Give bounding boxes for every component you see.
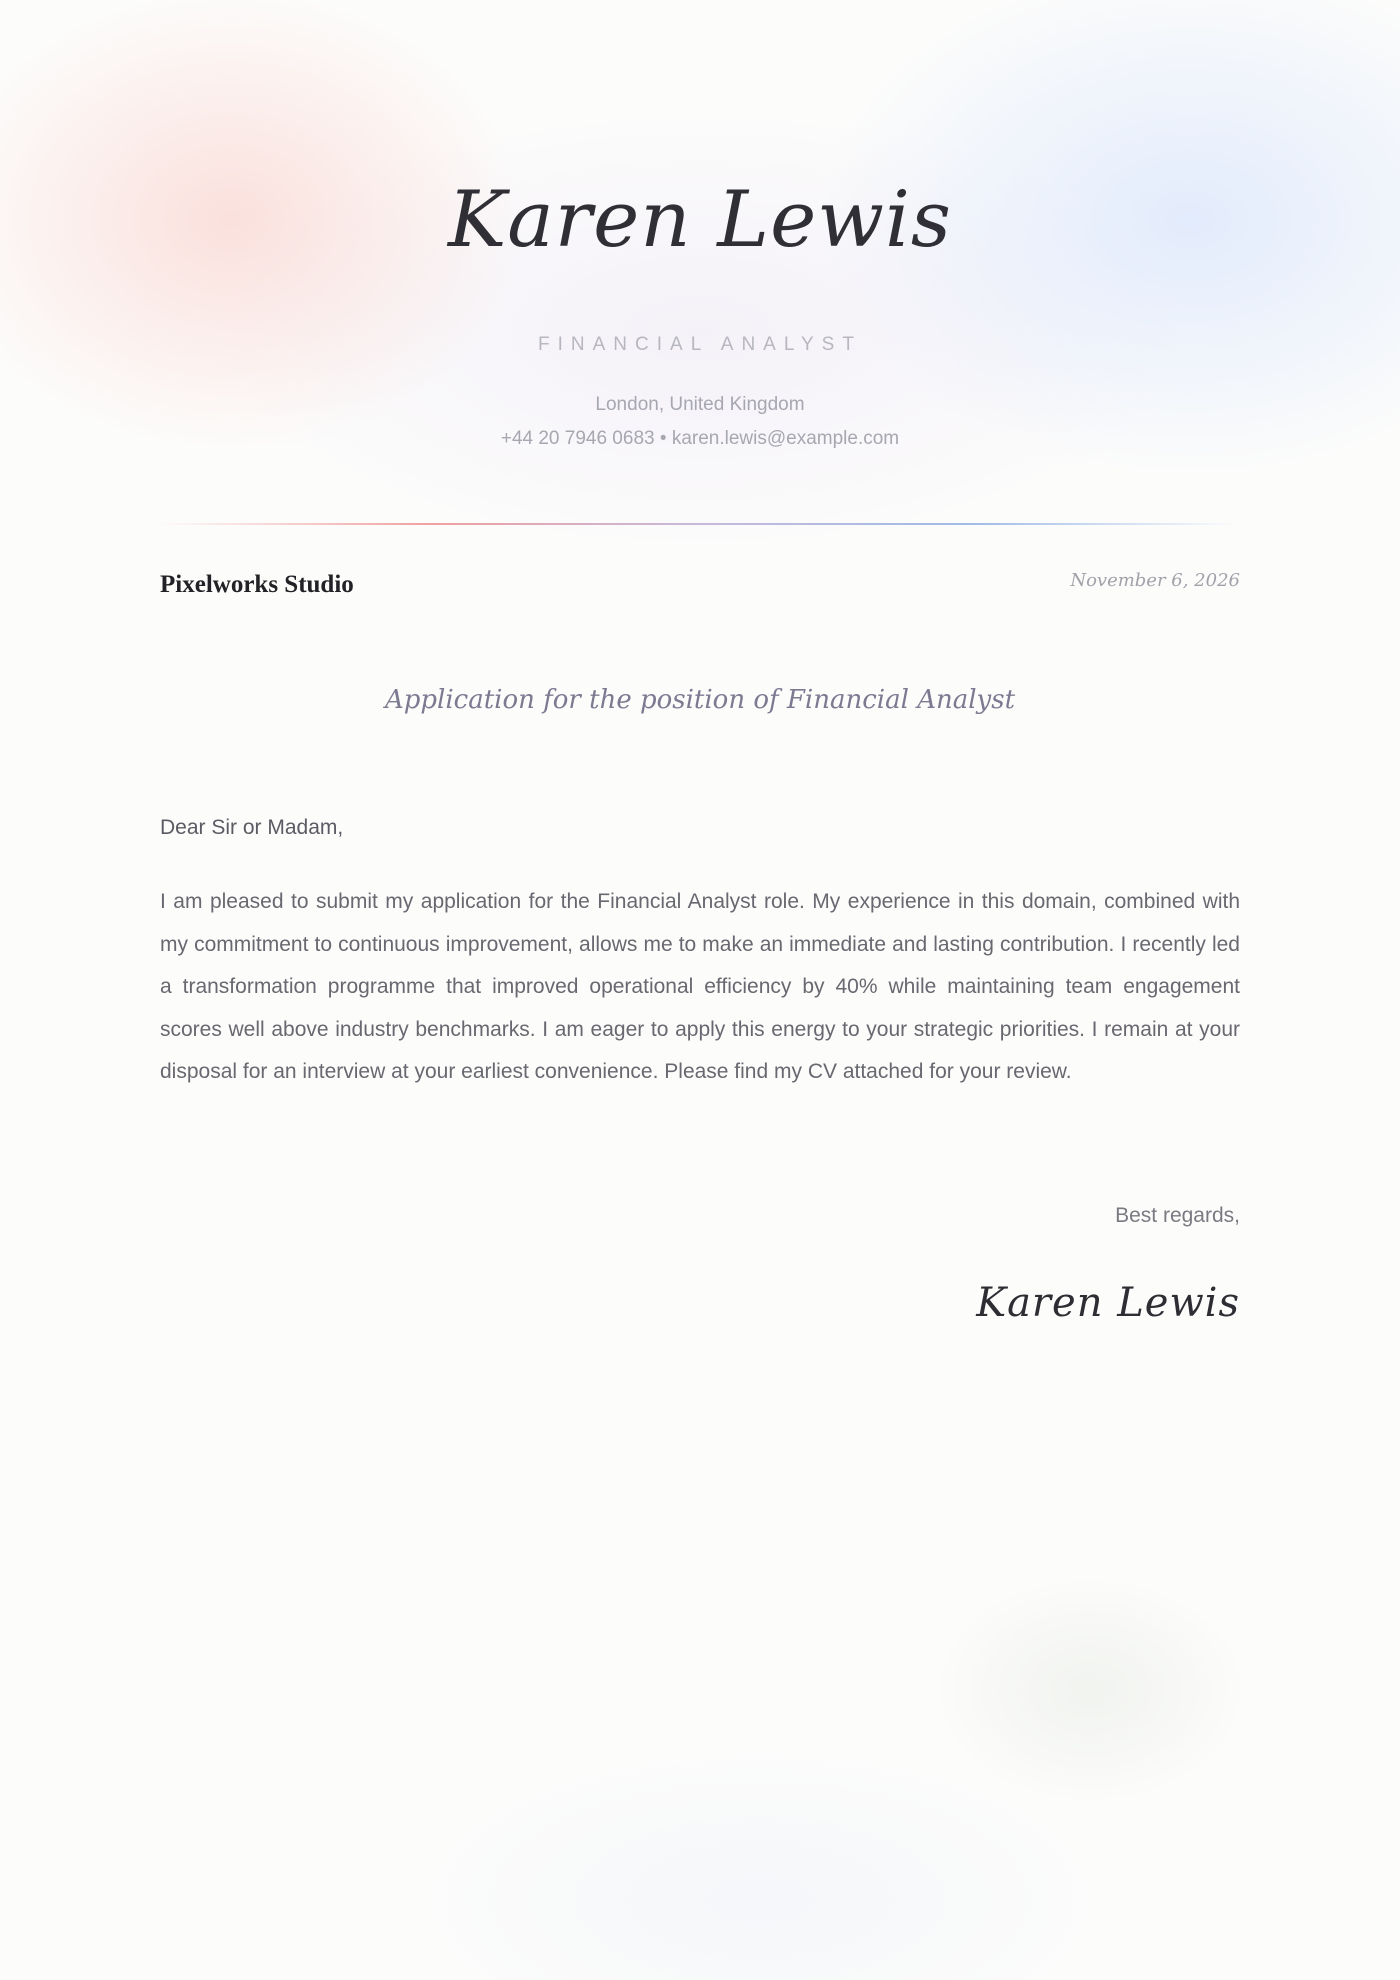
letter-header bbox=[0, 0, 1400, 525]
applicant-contact bbox=[0, 428, 1400, 450]
contact-separator: • bbox=[659, 428, 667, 449]
applicant-name: Karen Lewis bbox=[448, 175, 952, 265]
applicant-phone: +44 20 7946 0683 bbox=[500, 428, 655, 449]
recipient-company: Pixelworks Studio bbox=[160, 571, 354, 598]
letter-subject: Application for the position of Financial Analyst bbox=[384, 685, 1016, 715]
letter-closing: Best regards, bbox=[1115, 1204, 1240, 1227]
applicant-title: FINANCIAL ANALYST bbox=[538, 334, 862, 355]
letter-signature: Karen Lewis bbox=[976, 1280, 1240, 1326]
applicant-email: karen.lewis@example.com bbox=[671, 428, 900, 449]
header-divider bbox=[160, 523, 1240, 525]
letter-salutation: Dear Sir or Madam, bbox=[160, 816, 344, 839]
letter-date: November 6, 2026 bbox=[1070, 570, 1240, 591]
applicant-location: London, United Kingdom bbox=[595, 394, 805, 415]
letter-body: I am pleased to submit my application for the Financial Analyst role. My experience in this domain, combined with my commitment to continuous improvement, allows me to make an immediate and lasting contribution. I recently led a transformation programme that improved operational efficiency by 40% while maintaining team engagement scores well above industry benchmarks. I am eager to apply this energy to your strategic priorities. I remain at your disposal for an interview at your earliest convenience. Please find my CV attached for your review. bbox=[160, 890, 1240, 1083]
